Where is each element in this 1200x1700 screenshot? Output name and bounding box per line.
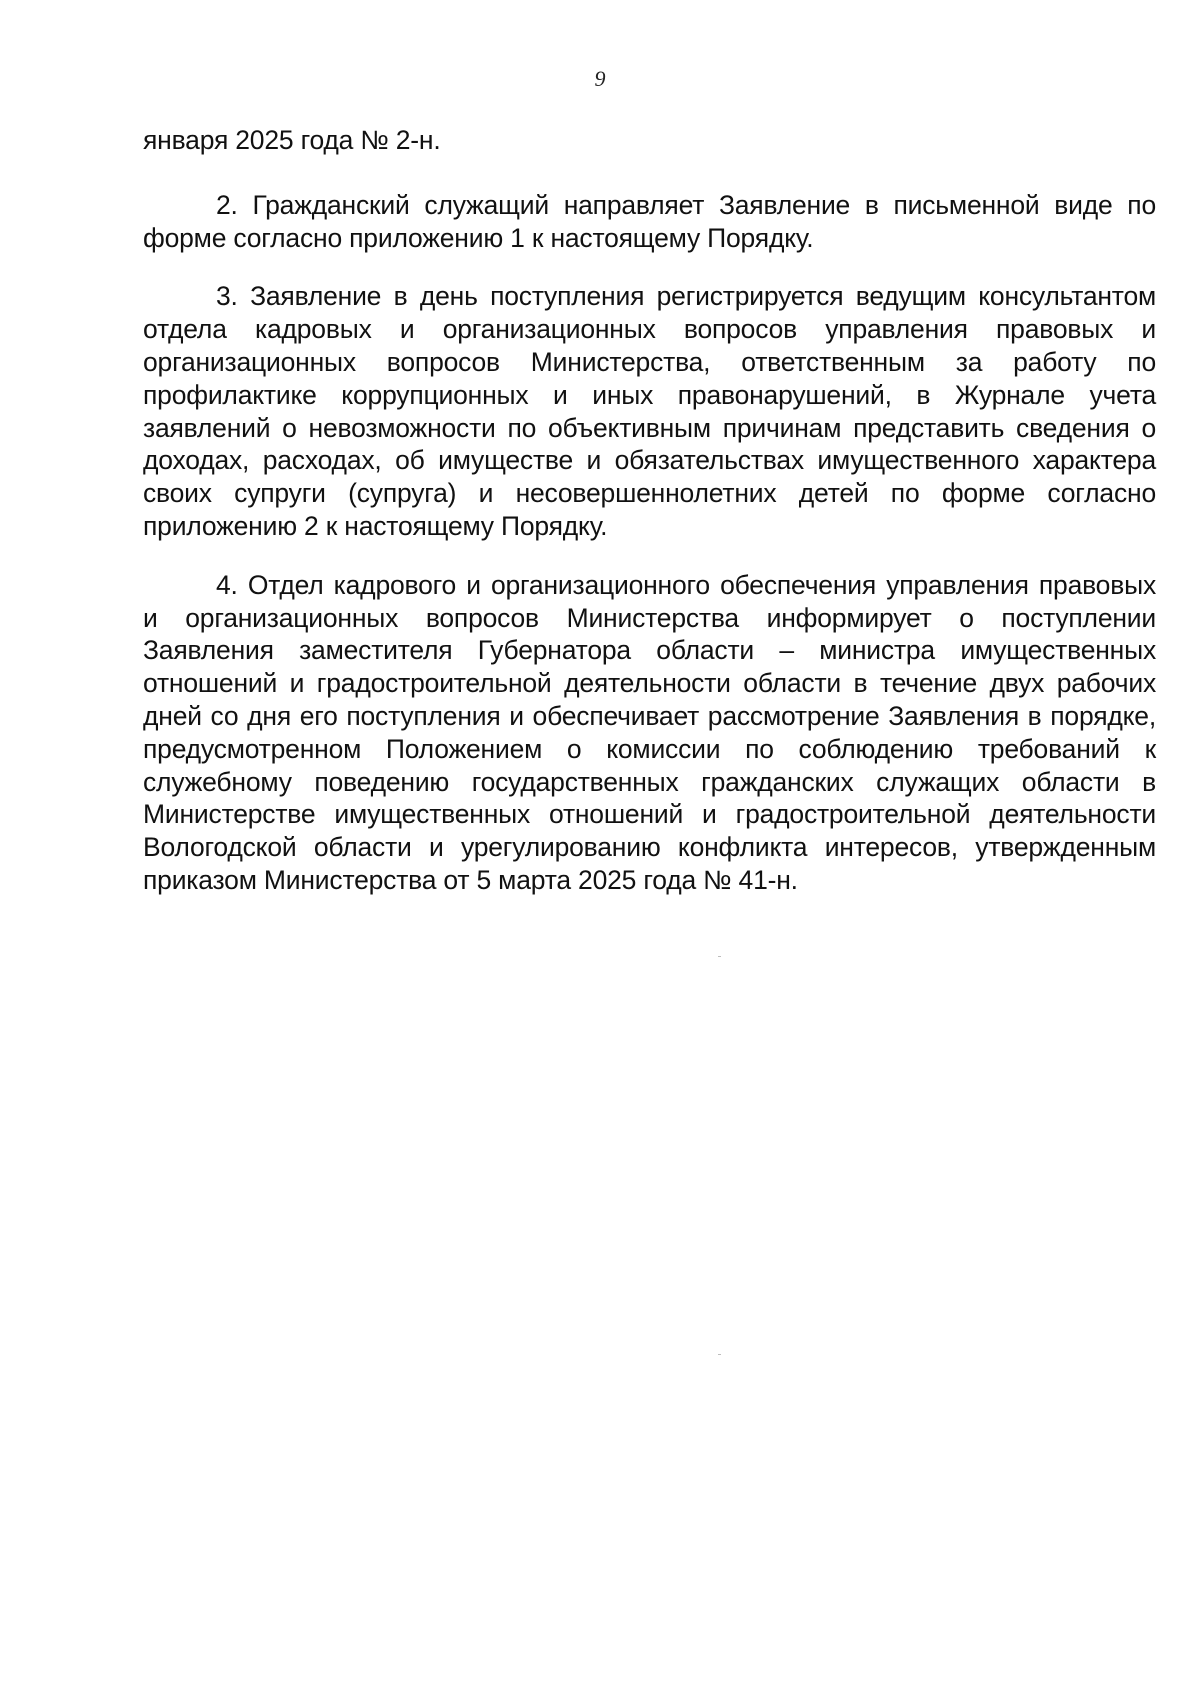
paragraph-item-4: 4. Отдел кадрового и организационного обеспечения управления правовых и организационных вопросов Министерства информирует о поступлении Заявления заместителя Губернатора области – министра имущественных отношений и градостроительной деятельности области в течение двух рабочих дней со дня его поступления и обеспечивает рассмотрение Заявления в порядке, предусмотренном Положением о комиссии по соблюдению требований к служебному поведению государственных гражданских служащих области в Министерстве имущественных отношений и градостроительной деятельности Вологодской области и урегулированию конфликта интересов, утвержденным приказом Министерства от 5 марта 2025 года № 41-н. [143,569,1156,895]
paragraph-item-3: 3. Заявление в день поступления регистрируется ведущим консультантом отдела кадровых и организационных вопросов управления правовых и организационных вопросов Министерства, ответственным за работу по профилактике коррупционных и иных правонарушений, в Журнале учета заявлений о невозможности по объективным причинам представить сведения о доходах, расходах, об имуществе и обязательствах имущественного характера своих супруги (супруга) и несовершеннолетних детей по форме согласно приложению 2 к настоящему Порядку. [143,281,1156,541]
page-number: 9 [594,66,606,91]
scan-speck [718,1354,721,1355]
paragraph-item-2: 2. Гражданский служащий направляет Заявление в письменной виде по форме согласно приложению 1 к настоящему Порядку. [143,189,1156,253]
document-body [143,124,1156,923]
scan-speck [718,956,721,957]
paragraph-continuation: января 2025 года № 2-н. [143,125,441,155]
